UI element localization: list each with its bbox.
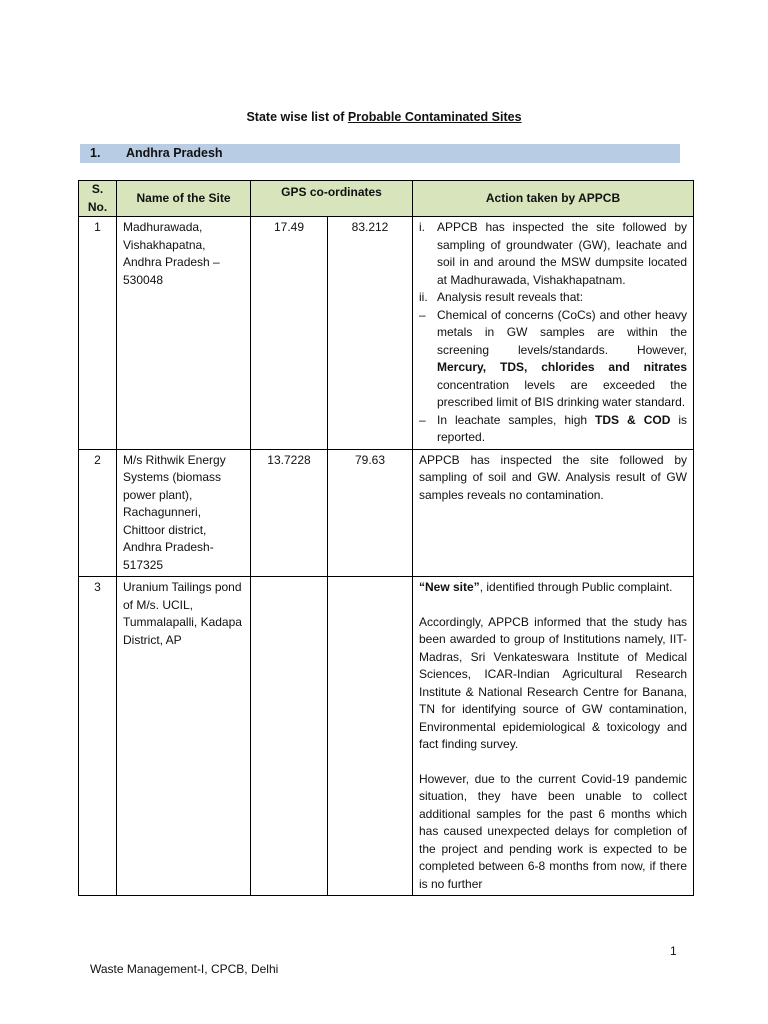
row-site-name: M/s Rithwik Energy Systems (biomass power plant), Rachagunneri, Chittoor district, Andhra Pradesh-517325 <box>117 449 251 577</box>
row-sno: 3 <box>79 577 117 896</box>
header-gps: GPS co-ordinates <box>251 181 413 217</box>
row-site-name: Uranium Tailings pond of M/s. UCIL, Tummalapalli, Kadapa District, AP <box>117 577 251 896</box>
page-title <box>0 110 768 124</box>
row-action <box>413 217 694 450</box>
action-dash-item-2: – In leachate samples, high TDS & COD is reported. <box>419 412 688 444</box>
row-longitude <box>328 577 413 896</box>
header-sno: S. No. <box>79 181 117 217</box>
action-paragraph-1: “New site”, identified through Public complaint. <box>419 580 673 594</box>
title-underlined: Probable Contaminated Sites <box>347 110 522 124</box>
row-action <box>413 577 694 896</box>
row-site-name: Madhurawada, Vishakhapatna, Andhra Pradesh – 530048 <box>117 217 251 450</box>
table-row <box>79 217 694 450</box>
row-sno: 2 <box>79 449 117 577</box>
row-longitude: 79.63 <box>328 449 413 577</box>
header-action: Action taken by APPCB <box>413 181 694 217</box>
section-name: Andhra Pradesh <box>126 146 223 160</box>
action-paragraph-2: Accordingly, APPCB informed that the study has been awarded to group of Institutions namely, IIT-Madras, Sri Venkateswara Institute of Medical Sciences, ICAR-Indian Agricultural Research Institute & National Research Centre for Banana, TN for identifying source of GW contamination, Environmental epidemiological & toxicology and fact finding survey. <box>419 614 687 751</box>
section-header <box>80 144 680 163</box>
header-site-name: Name of the Site <box>117 181 251 217</box>
table-row <box>79 577 694 896</box>
title-prefix: State wise list of <box>246 110 348 124</box>
action-item-ii: ii. Analysis result reveals that: <box>419 290 584 304</box>
page-number: 1 <box>670 944 677 958</box>
row-latitude <box>251 577 328 896</box>
row-action: APPCB has inspected the site followed by sampling of soil and GW. Analysis result of GW samples reveals no contamination. <box>413 449 694 577</box>
table-row <box>79 449 694 577</box>
section-number: 1. <box>90 146 101 160</box>
row-latitude: 13.7228 <box>251 449 328 577</box>
row-latitude: 17.49 <box>251 217 328 450</box>
footer-text: Waste Management-I, CPCB, Delhi <box>90 962 279 976</box>
table-header-row <box>79 181 694 217</box>
action-paragraph-3: However, due to the current Covid-19 pandemic situation, they have been unable to collect additional samples for the past 6 months which has caused unexpected delays for completion of the project and pending work is expected to be completed between 6-8 months from now, if there is no further <box>419 771 687 891</box>
contaminated-sites-table <box>78 180 694 896</box>
row-sno: 1 <box>79 217 117 450</box>
row-longitude: 83.212 <box>328 217 413 450</box>
action-item-i: i. APPCB has inspected the site followed by sampling of groundwater (GW), leachate and soil in and around the MSW dumpsite located at Madhurawada, Vishakhapatnam. <box>419 220 687 287</box>
action-dash-item-1: – Chemical of concerns (CoCs) and other heavy metals in GW samples are within the screening levels/standards. However, Mercury, TDS, chlorides and nitrates concentration levels are exceeded the prescribed limit of BIS drinking water standard. <box>419 307 687 409</box>
